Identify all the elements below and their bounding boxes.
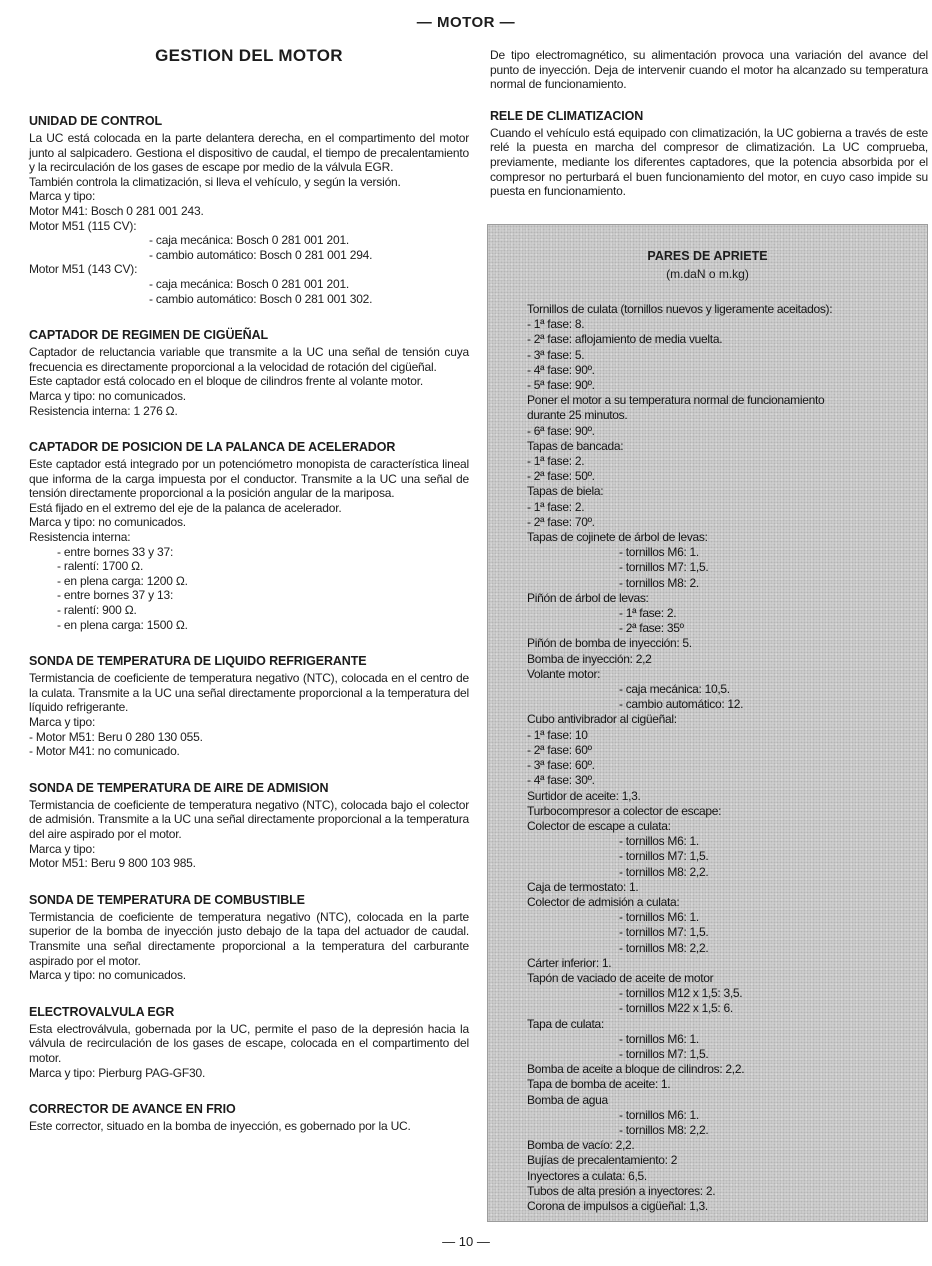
left-column bbox=[29, 44, 469, 1134]
text-line: - ralentí: 900 Ω. bbox=[57, 603, 137, 618]
torque-item: - tornillos M6: 1. bbox=[619, 1031, 699, 1046]
torque-item: - tornillos M6: 1. bbox=[619, 834, 699, 849]
torque-item: durante 25 minutos. bbox=[527, 408, 628, 423]
text-line: Motor M41: Bosch 0 281 001 243. bbox=[29, 203, 204, 218]
torque-item: - tornillos M8: 2,2. bbox=[619, 1122, 709, 1137]
text-line: - Motor M51: Beru 0 280 130 055. bbox=[29, 729, 203, 744]
section-paragraph: Cuando el vehículo está equipado con climatización, la UC gobierna a través de este relé la puesta en marcha del compresor de climatización. La UC comprueba, previamente, mediante los diferentes captadores, que la potencia absorbida por el compresor no perturbará el buen funcionamiento del motor, en cuyo caso impide su puesta en funcionamiento. bbox=[490, 125, 928, 199]
torque-item: - 3ª fase: 5. bbox=[527, 347, 585, 362]
torque-item: Tubos de alta presión a inyectores: 2. bbox=[527, 1183, 716, 1198]
text-line: - Motor M41: no comunicado. bbox=[29, 744, 180, 759]
text-line: Marca y tipo: no comunicados. bbox=[29, 515, 186, 530]
text-line: Marca y tipo: no comunicados. bbox=[29, 968, 186, 983]
torque-item: Bomba de vacío: 2,2. bbox=[527, 1138, 635, 1153]
torque-item: - tornillos M6: 1. bbox=[619, 1107, 699, 1122]
torque-item: Turbocompresor a colector de escape: bbox=[527, 803, 722, 818]
section-heading: UNIDAD DE CONTROL bbox=[29, 114, 163, 128]
torque-item: - tornillos M7: 1,5. bbox=[619, 1046, 709, 1061]
torque-item: Volante motor: bbox=[527, 666, 601, 681]
text-line: - en plena carga: 1200 Ω. bbox=[57, 573, 188, 588]
section-heading: CAPTADOR DE POSICION DE LA PALANCA DE ACELERADOR bbox=[29, 440, 396, 455]
torque-item: - caja mecánica: 10,5. bbox=[619, 682, 730, 697]
torque-item: Bomba de aceite a bloque de cilindros: 2,2. bbox=[527, 1062, 745, 1077]
torque-item: Tapón de vaciado de aceite de motor bbox=[527, 970, 714, 985]
section-captador-acelerador bbox=[29, 440, 469, 632]
torque-item: - tornillos M6: 1. bbox=[619, 545, 699, 560]
torque-item: - tornillos M8: 2,2. bbox=[619, 940, 709, 955]
torque-item: - tornillos M8: 2,2. bbox=[619, 864, 709, 879]
section-heading: ELECTROVALVULA EGR bbox=[29, 1004, 175, 1019]
section-sonda-aire bbox=[29, 781, 469, 871]
torque-item: - 2ª fase: 35º bbox=[619, 621, 684, 636]
section-paragraph: Este captador está integrado por un potenciómetro monopista de característica lineal que informa de la carga impuesta por el conductor. Transmite a la UC una señal de tensión directamente proporcional a la posición angular de la mariposa. bbox=[29, 457, 469, 501]
section-heading: SONDA DE TEMPERATURA DE COMBUSTIBLE bbox=[29, 892, 305, 907]
torque-item: - tornillos M7: 1,5. bbox=[619, 925, 709, 940]
section-rele-climatizacion bbox=[490, 109, 928, 199]
text-line: - en plena carga: 1500 Ω. bbox=[57, 617, 188, 632]
text-line: Resistencia interna: bbox=[29, 530, 131, 545]
torque-item: Caja de termostato: 1. bbox=[527, 879, 639, 894]
torque-item: Cárter inferior: 1. bbox=[527, 955, 612, 970]
torque-item: - 2ª fase: aflojamiento de media vuelta. bbox=[527, 332, 723, 347]
section-paragraph: Termistancia de coeficiente de temperatura negativo (NTC), colocada en el centro de la culata. Transmite a la UC una señal directamente proporcional a la temperatura del líquido refrigerante. bbox=[29, 671, 469, 715]
text-line: - entre bornes 37 y 13: bbox=[57, 588, 174, 603]
torque-item: Inyectores a culata: 6,5. bbox=[527, 1168, 647, 1183]
torque-item: - 6ª fase: 90º. bbox=[527, 423, 595, 438]
running-header: — MOTOR — bbox=[416, 14, 516, 31]
text-line: También controla la climatización, si lleva el vehículo, y según la versión. bbox=[29, 174, 401, 189]
text-line: Marca y tipo: bbox=[29, 715, 96, 729]
torque-item: - cambio automático: 12. bbox=[619, 697, 744, 712]
torque-item: - 4ª fase: 90º. bbox=[527, 362, 595, 377]
torque-item: - 1ª fase: 2. bbox=[527, 454, 585, 469]
text-line: - caja mecánica: Bosch 0 281 001 201. bbox=[149, 276, 350, 291]
right-column bbox=[490, 48, 928, 199]
torque-item: - 1ª fase: 8. bbox=[527, 317, 585, 332]
torque-item: - 1ª fase: 10 bbox=[527, 727, 588, 742]
torque-item: Bomba de inyección: 2,2 bbox=[527, 651, 652, 666]
torque-item: Corona de impulsos a cigüeñal: 1,3. bbox=[527, 1198, 708, 1213]
section-paragraph: Captador de reluctancia variable que transmite a la UC una señal de tensión cuya frecuencia es directamente proporcional a la velocidad de rotación del cigüeñal. bbox=[29, 345, 469, 374]
section-heading: CAPTADOR DE REGIMEN DE CIGÜEÑAL bbox=[29, 328, 269, 343]
text-line: Motor M51: Beru 9 800 103 985. bbox=[29, 856, 196, 871]
page-number: — 10 — bbox=[442, 1234, 490, 1249]
torque-item: Tapas de bancada: bbox=[527, 438, 624, 453]
torque-item: - tornillos M12 x 1,5: 3,5. bbox=[619, 986, 743, 1001]
section-sonda-refrigerante bbox=[29, 654, 469, 759]
torque-item: - tornillos M7: 1,5. bbox=[619, 849, 709, 864]
text-line: - cambio automático: Bosch 0 281 001 294. bbox=[149, 247, 373, 262]
torque-item: - tornillos M8: 2. bbox=[619, 575, 699, 590]
text-line: Está fijado en el extremo del eje de la palanca de acelerador. bbox=[29, 500, 342, 515]
torque-item: - 5ª fase: 90º. bbox=[527, 378, 595, 393]
torque-item: Surtidor de aceite: 1,3. bbox=[527, 788, 641, 803]
section-captador-cigueñal bbox=[29, 328, 469, 418]
torque-item: Bujías de precalentamiento: 2 bbox=[527, 1153, 678, 1168]
box-subheading: (m.daN o m.kg) bbox=[666, 267, 749, 281]
section-electrovalvula-egr bbox=[29, 1005, 469, 1080]
torque-item: - 2ª fase: 70º. bbox=[527, 514, 595, 529]
section-heading: SONDA DE TEMPERATURA DE LIQUIDO REFRIGERANTE bbox=[29, 654, 367, 669]
text-line: - cambio automático: Bosch 0 281 001 302. bbox=[149, 291, 373, 306]
section-paragraph: Termistancia de coeficiente de temperatura negativo (NTC), colocada en la parte superior de la bomba de inyección justo debajo de la tapa del actuador de caudal. Transmite una señal directamente proporcional a la temperatura del carburante aspirado por el motor. bbox=[29, 909, 469, 968]
torque-item: Tapas de biela: bbox=[527, 484, 604, 499]
section-paragraph: De tipo electromagnético, su alimentación provoca una variación del avance del punto de inyección. Deja de intervenir cuando el motor ha alcanzado su temperatura normal de funcionamiento. bbox=[490, 48, 928, 92]
torque-item: - 1ª fase: 2. bbox=[619, 606, 677, 621]
torque-item: Colector de admisión a culata: bbox=[527, 894, 680, 909]
text-line: Resistencia interna: 1 276 Ω. bbox=[29, 403, 178, 418]
section-unidad-de-control bbox=[29, 114, 469, 306]
torque-item: Tapas de cojinete de árbol de levas: bbox=[527, 530, 708, 545]
torque-item: Tapa de bomba de aceite: 1. bbox=[527, 1077, 671, 1092]
section-paragraph: La UC está colocada en la parte delantera derecha, en el compartimento del motor junto al salpicadero. Gestiona el dispositivo de caudal, el tiempo de precalentamiento y la recirculación de los gases de escape por medio de la válvula EGR. bbox=[29, 131, 469, 175]
text-line: - entre bornes 33 y 37: bbox=[57, 544, 174, 559]
torque-item: Bomba de agua bbox=[527, 1092, 608, 1107]
text-line: Marca y tipo: Pierburg PAG-GF30. bbox=[29, 1065, 206, 1080]
text-line: Motor M51 (115 CV): bbox=[29, 218, 137, 233]
torque-item: - 4ª fase: 30º. bbox=[527, 773, 595, 788]
torque-item: - tornillos M6: 1. bbox=[619, 910, 699, 925]
text-line: Marca y tipo: bbox=[29, 189, 96, 204]
torque-item: Cubo antivibrador al cigüeñal: bbox=[527, 712, 677, 727]
section-paragraph: Termistancia de coeficiente de temperatura negativo (NTC), colocada bajo el colector de admisión. Transmite a la UC una señal directamente proporcional a la temperatura del aire aspirado por el motor. bbox=[29, 797, 469, 841]
torque-item: Colector de escape a culata: bbox=[527, 818, 671, 833]
section-paragraph: Esta electroválvula, gobernada por la UC, permite el paso de la depresión hacia la válvula de recirculación de los gases de escape, colocada en el compartimento del motor. bbox=[29, 1021, 469, 1065]
text-line: - ralentí: 1700 Ω. bbox=[57, 559, 144, 574]
torque-item: - tornillos M22 x 1,5: 6. bbox=[619, 1001, 733, 1016]
section-heading: RELE DE CLIMATIZACION bbox=[490, 108, 644, 123]
section-heading: CORRECTOR DE AVANCE EN FRIO bbox=[29, 1102, 236, 1117]
text-line: - caja mecánica: Bosch 0 281 001 201. bbox=[149, 233, 350, 248]
torque-item: Tornillos de culata (tornillos nuevos y ligeramente aceitados): bbox=[527, 302, 833, 316]
text-line: Marca y tipo: no comunicados. bbox=[29, 388, 186, 403]
torque-list bbox=[527, 302, 922, 1214]
torque-item: - tornillos M7: 1,5. bbox=[619, 560, 709, 575]
section-paragraph: Este corrector, situado en la bomba de inyección, es gobernado por la UC. bbox=[29, 1119, 411, 1134]
section-corrector-avance bbox=[29, 1102, 469, 1134]
section-sonda-combustible bbox=[29, 893, 469, 983]
torque-item: - 1ª fase: 2. bbox=[527, 499, 585, 514]
torque-specs-box bbox=[487, 224, 928, 1222]
section-heading: SONDA DE TEMPERATURA DE AIRE DE ADMISION bbox=[29, 780, 329, 795]
torque-item: Piñón de bomba de inyección: 5. bbox=[527, 636, 692, 651]
torque-item: - 2ª fase: 50º. bbox=[527, 469, 595, 484]
section-corrector-continuation bbox=[490, 48, 928, 92]
torque-item: Piñón de árbol de levas: bbox=[527, 590, 649, 605]
text-line: Motor M51 (143 CV): bbox=[29, 262, 138, 277]
torque-item: Poner el motor a su temperatura normal de funcionamiento bbox=[527, 393, 825, 408]
torque-item: Tapa de culata: bbox=[527, 1016, 604, 1031]
box-heading: PARES DE APRIETE bbox=[647, 249, 768, 263]
torque-item: - 3ª fase: 60º. bbox=[527, 758, 595, 773]
text-line: Este captador está colocado en el bloque de cilindros frente al volante motor. bbox=[29, 374, 423, 389]
text-line: Marca y tipo: bbox=[29, 841, 96, 856]
page-title: GESTION DEL MOTOR bbox=[155, 46, 343, 65]
torque-item: - 2ª fase: 60º bbox=[527, 742, 592, 757]
